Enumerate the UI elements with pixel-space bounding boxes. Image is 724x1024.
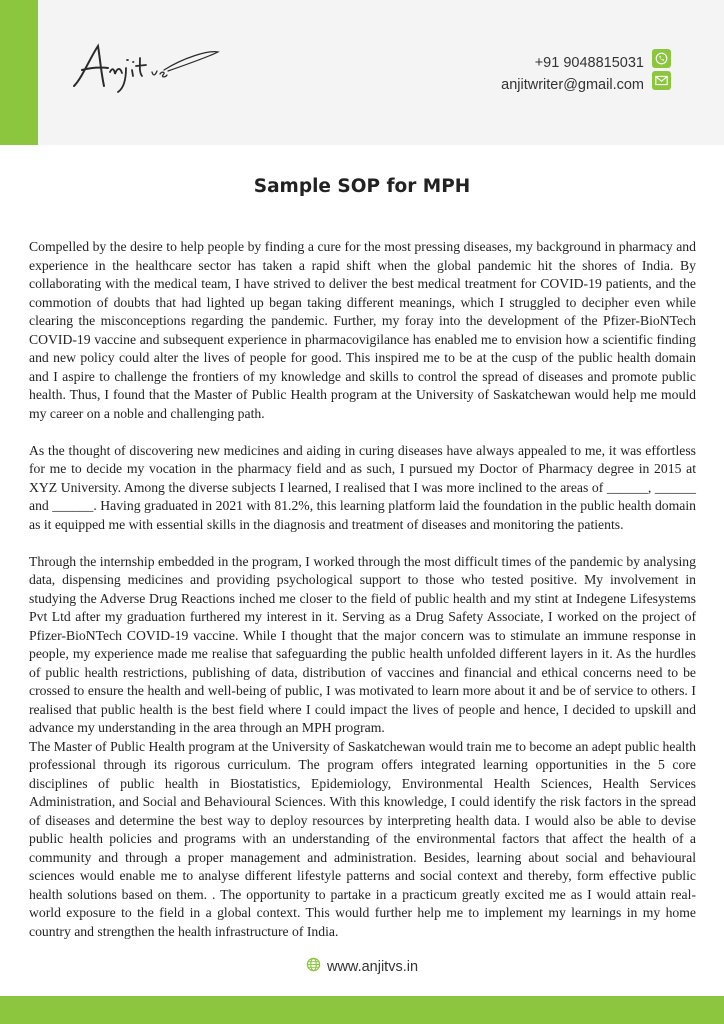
website-link[interactable]: www.anjitvs.in — [326, 958, 419, 975]
email-address[interactable]: anjitwriter@gmail.com — [501, 77, 644, 93]
paragraph-1: Compelled by the desire to help people by finding a cure for the most pressing diseases, my background in pharmacy and experience in the healthcare sector has taken a rapid shift when the global pandemic hit the shores of India. By collaborating with the medical team, I have strived to deliver the best medical treatment for COVID-19 patients, and the commotion of doubts that had lighted up began taking different meanings, which I struggled to decipher even while clearing the misconceptions regarding the pandemic. Further, my foray into the development of the Pfizer-BioNTech COVID-19 vaccine and subsequent experience in pharmacovigilance has enabled me to envision how a scientific finding and new policy could alter the lives of people for good. This inspired me to be at the cusp of the public health domain and I aspire to challenge the frontiers of my knowledge and skills to control the spread of diseases and promote public health. Thus, I found that the Master of Public Health program at the University of Saskatchewan would help me mould my career on a noble and challenging path. — [29, 239, 696, 421]
phone-icon — [652, 49, 671, 68]
website-footer — [0, 957, 724, 976]
contact-info — [501, 52, 644, 96]
accent-bar — [0, 0, 38, 145]
paragraph-4: The Master of Public Health program at the University of Saskatchewan would train me to become an adept public health professional through its rigorous curriculum. The program offers integrated learning opportunities in the 5 core disciplines of public health in Biostatistics, Epidemiology, Environmental Health Sciences, Health Services Administration, and Social and Behavioural Sciences. With this knowledge, I could identify the risk factors in the spread of diseases and determine the best way to deploy resources by interpreting health data. I would also be able to devise public health policies and programs with an understanding of the environmental factors that affect the health of a community and through a proper management and administration. Besides, learning about social and behavioural sciences would enable me to analyse different lifestyle patterns and social context and thereby, form effective public health solutions based on them. . The opportunity to partake in a practicum greatly excited me as I would attain real-world exposure to the field in a global context. This would further help me to implement my learnings in my home country and strengthen the health infrastructure of India. — [29, 738, 696, 939]
document-body — [29, 238, 696, 941]
mail-icon — [652, 71, 671, 90]
phone-number[interactable]: +91 9048815031 — [534, 55, 644, 71]
footer-accent-bar — [0, 996, 724, 1024]
paragraph-3: Through the internship embedded in the program, I worked through the most difficult times of the pandemic by analysing data, dispensing medicines and providing psychological support to those who tested positive. My involvement in studying the Adverse Drug Reactions inched me closer to the field of public health and my stint at Indegene Lifesystems Pvt Ltd after my graduation furthered my interest in it. Serving as a Drug Safety Associate, I worked on the project of Pfizer-BioNTech COVID-19 vaccine. While I thought that the major concern was to stimulate an immune response in people, my experience made me realise that safeguarding the public health unfolded different layers in it. As the hurdles of public health restrictions, publishing of data, distribution of vaccines and financial and ethical concerns need to be crossed to ensure the health and well-being of public, I was motivated to learn more about it and be of service to others. I realised that public health is the best field where I could impact the lives of people and hence, I decided to upskill and advance my understanding in the area through an MPH program. — [29, 553, 696, 735]
page-header — [0, 0, 724, 145]
globe-icon — [306, 957, 321, 976]
paragraph-2: As the thought of discovering new medicines and aiding in curing diseases have always appealed to me, it was effortless for me to decide my vocation in the pharmacy field and as such, I pursued my Doctor of Pharmacy degree in 2015 at XYZ University. Among the diverse subjects I learned, I realised that I was more inclined to the areas of ______, ______ and ______. Having graduated in 2021 with 81.2%, this learning platform laid the foundation in the public health domain as it equipped me with essential skills in the diagnosis and treatment of diseases and monitoring the patients. — [29, 442, 696, 532]
logo — [68, 38, 228, 98]
document-title: Sample SOP for MPH — [253, 176, 471, 197]
signature-logo — [68, 38, 228, 98]
